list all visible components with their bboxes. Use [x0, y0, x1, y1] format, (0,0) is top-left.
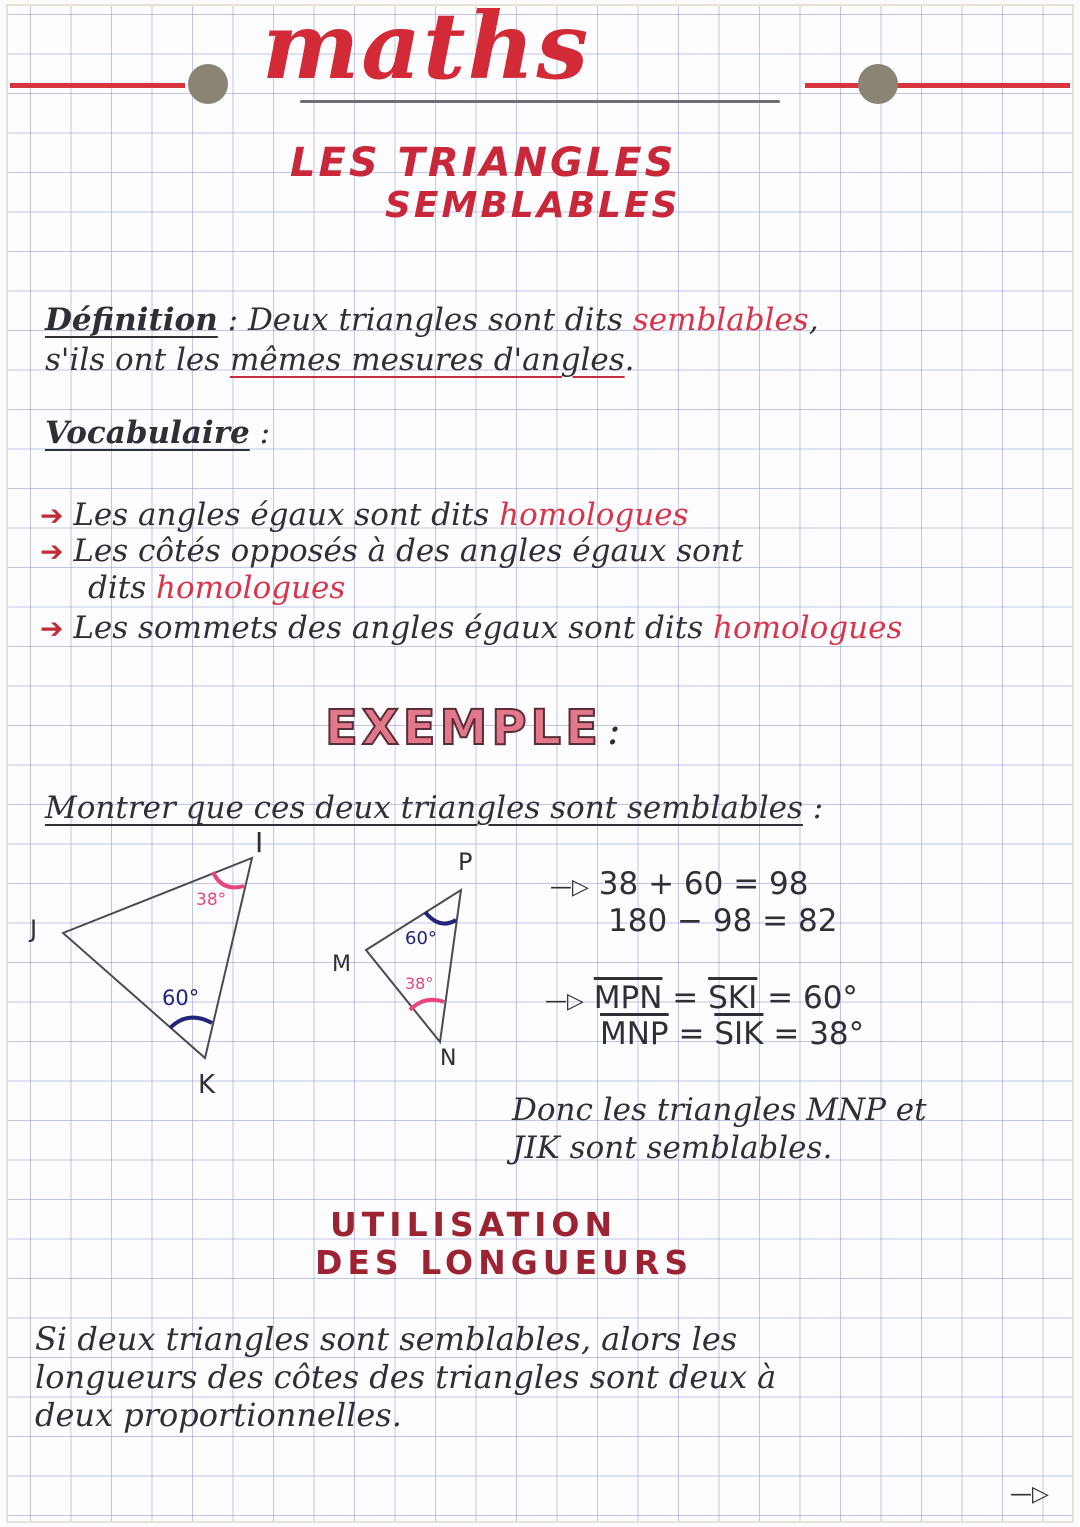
- eq2-value: = 38°: [773, 1016, 865, 1052]
- exemple-prompt: Montrer que ces deux triangles sont semblables: [45, 790, 803, 826]
- vocabulaire-label: Vocabulaire: [45, 415, 250, 451]
- utilisation-heading-line2: DES LONGUEURS: [315, 1243, 694, 1282]
- grid-paper-sheet: [8, 6, 1072, 1521]
- arrow-right-icon: —▷: [550, 875, 589, 900]
- header-red-rule-right: [805, 83, 1070, 88]
- angle-arc-p: [425, 912, 456, 924]
- angle-ski: $\overline{SKI}$: [708, 980, 758, 1016]
- conclusion-line2: JIK sont semblables.: [512, 1130, 833, 1166]
- arrow-right-icon: ➔: [40, 535, 64, 568]
- utilisation-text-line1: Si deux triangles sont semblables, alors les: [35, 1320, 738, 1358]
- equals-sign: =: [672, 980, 699, 1016]
- angle-arc-i: [213, 872, 244, 887]
- exemple-prompt-colon: :: [812, 790, 824, 826]
- arrow-right-icon: ➔: [40, 499, 64, 532]
- angle-n-value: 38°: [405, 974, 434, 993]
- header-red-rule-left: [10, 83, 185, 88]
- vocab-item-1-text: Les angles égaux sont dits: [73, 497, 490, 533]
- vocab-item-2-cont: [88, 570, 345, 606]
- angle-k-value: 60°: [162, 986, 200, 1010]
- definition-comma: ,: [808, 302, 819, 338]
- vocab-item-1-highlight: homologues: [499, 497, 689, 533]
- vocab-item-1: [40, 497, 689, 533]
- equals-sign: =: [678, 1016, 705, 1052]
- vocabulaire-heading: [45, 415, 270, 451]
- vertex-j-label: J: [30, 915, 38, 943]
- calc-eq1: [545, 980, 858, 1016]
- vocab-item-3-highlight: homologues: [713, 610, 903, 646]
- vocabulaire-colon: :: [259, 415, 271, 451]
- calc-eq2: [600, 1016, 864, 1052]
- exemple-heading: EXEMPLE: [325, 700, 602, 756]
- exemple-heading-wrap: [325, 700, 620, 756]
- definition-colon: :: [227, 302, 239, 338]
- angle-arc-n: [410, 1000, 444, 1010]
- angle-mpn: $\overline{MPN}$: [593, 980, 663, 1016]
- subtitle-line2: SEMBLABLES: [385, 185, 681, 226]
- angle-arc-k: [170, 1018, 212, 1028]
- vertex-n-label: N: [440, 1046, 457, 1071]
- triangles-figure: [0, 820, 520, 1120]
- definition-highlight: semblables: [632, 302, 809, 338]
- vocab-item-3-text: Les sommets des angles égaux sont dits: [73, 610, 704, 646]
- vocab-item-2: [40, 533, 743, 569]
- vocab-item-3: [40, 610, 902, 646]
- eq1-value: = 60°: [767, 980, 858, 1016]
- vertex-p-label: P: [458, 848, 473, 876]
- definition-text1: Deux triangles sont dits: [247, 302, 623, 338]
- conclusion-line1: Donc les triangles MNP et: [512, 1092, 927, 1128]
- next-page-arrow-icon: —▷: [1010, 1482, 1049, 1507]
- vocab-item-2-highlight: homologues: [155, 570, 346, 606]
- angle-i-value: 38°: [196, 890, 227, 910]
- vertex-m-label: M: [332, 952, 351, 977]
- title-underline-scribble: [300, 100, 780, 103]
- subtitle-line1: LES TRIANGLES: [290, 140, 677, 186]
- vertex-k-label: K: [198, 1070, 216, 1100]
- arrow-right-icon: —▷: [545, 989, 584, 1014]
- vocab-item-2-text: Les côtés opposés à des angles égaux sont: [73, 533, 744, 569]
- triangle-jik: [63, 858, 252, 1058]
- definition-line1: [45, 302, 819, 338]
- definition-line2: [45, 342, 634, 378]
- calc-difference: 180 − 98 = 82: [608, 903, 838, 939]
- binder-hole-left: [188, 64, 228, 104]
- vertex-i-label: I: [255, 826, 264, 859]
- angle-mnp: $\overline{MNP}$: [600, 1016, 669, 1052]
- page-title: maths: [262, 0, 591, 100]
- binder-hole-right: [858, 64, 898, 104]
- angle-sik: $\overline{SIK}$: [714, 1016, 764, 1052]
- calc-sum: 38 + 60 = 98: [598, 866, 809, 902]
- exemple-colon: :: [607, 708, 621, 754]
- calc-line1: [550, 866, 809, 902]
- definition-label: Définition: [45, 302, 218, 338]
- definition-underlined: mêmes mesures d'angles: [230, 342, 625, 378]
- definition-period: .: [624, 342, 635, 378]
- definition-text2: s'ils ont les: [45, 342, 221, 378]
- utilisation-text-line3: deux proportionnelles.: [35, 1396, 402, 1434]
- arrow-right-icon: ➔: [40, 612, 64, 645]
- triangle-mnp: [366, 890, 461, 1042]
- utilisation-heading-line1: UTILISATION: [330, 1205, 618, 1244]
- vocab-item-2-text-cont: dits: [88, 570, 147, 606]
- angle-p-value: 60°: [405, 928, 437, 949]
- utilisation-text-line2: longueurs des côtes des triangles sont deux à: [35, 1358, 777, 1396]
